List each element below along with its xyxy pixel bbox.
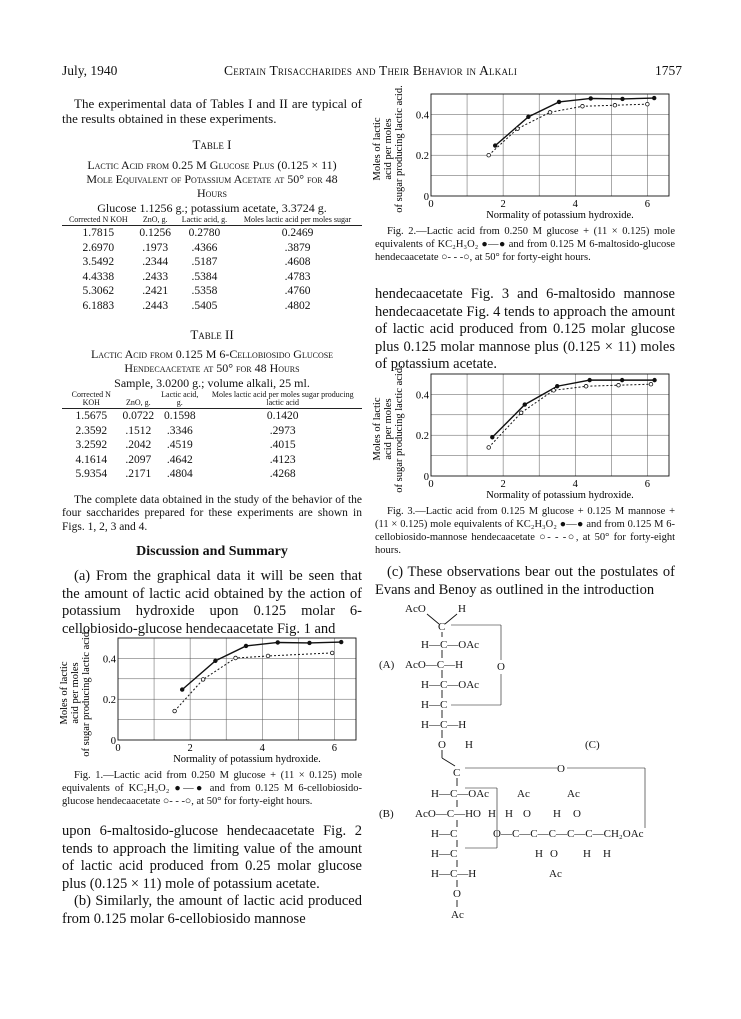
- table-cell: .2421: [142, 285, 169, 297]
- x-tick-label: 4: [572, 479, 578, 490]
- figure-2: [372, 85, 675, 264]
- y-tick-label: 0: [423, 472, 429, 483]
- table2-caption-line1: Lactic Acid from 0.125 M 6-Cellobiosido Glucose: [90, 347, 334, 361]
- y-axis-label: [372, 365, 405, 492]
- data-point-filled: [308, 641, 312, 645]
- table-cell: .2344: [142, 256, 169, 268]
- y-tick-label: 0.4: [102, 654, 116, 666]
- table-row: [62, 409, 362, 424]
- x-tick-label: 6: [644, 199, 650, 210]
- paragraph-c: (c) These observations bear out the postulates of Evans and Benoy as outlined in the introduction: [375, 564, 675, 598]
- paragraph-b2: (b) Similarly, the amount of lactic acid produced from 0.125 molar 6-cellobiosido mannose: [62, 893, 362, 927]
- table-cell: .4783: [284, 270, 311, 283]
- data-point-filled: [491, 435, 495, 439]
- struct-a-aco: AcO: [405, 603, 426, 615]
- struct-c-hb2: H: [583, 848, 591, 860]
- data-point-filled: [523, 403, 527, 407]
- struct-b-o: O: [453, 888, 461, 900]
- figure-3-caption: Fig. 3.—Lactic acid from 0.125 M glucose + 0.125 M mannose + (11 × 0.125) mole equivalents of KC₂H₃O₂ ●—● and from 0.125 M 6-cellobiosido-mannose hendecaacetate ○- - -○, at 50° for forty-eight hours.: [375, 506, 675, 556]
- y-axis-label-line: Moles of lactic: [372, 397, 383, 461]
- table-cell: 2.6970: [82, 241, 115, 254]
- left-column: [62, 96, 362, 638]
- x-tick-label: 4: [572, 199, 578, 210]
- section-heading: Discussion and Summary: [136, 544, 288, 559]
- table-cell: .4519: [166, 439, 193, 451]
- data-point-filled: [244, 644, 248, 648]
- x-tick-label: 0: [115, 743, 121, 754]
- struct-c-h0: H: [505, 808, 513, 820]
- table-header-cell: Corrected N KOH: [62, 391, 121, 409]
- table-cell: 0.1420: [266, 410, 299, 422]
- y-tick-label: 0.4: [415, 110, 429, 122]
- data-point-filled: [180, 688, 184, 692]
- y-axis-label-line: Moles of lactic: [59, 661, 70, 725]
- data-point-filled: [527, 115, 531, 119]
- data-point-filled: [588, 378, 592, 382]
- struct-b-row3: H—C: [431, 828, 458, 840]
- struct-c-ring-o: O: [557, 763, 565, 775]
- struct-a-ring-o: O: [497, 661, 505, 673]
- right-paragraph-c: [375, 564, 675, 599]
- data-point-open: [548, 111, 552, 115]
- struct-b-row4: H—C: [431, 848, 458, 860]
- figure-1-chart: [59, 629, 362, 765]
- table-cell: .5405: [191, 299, 218, 312]
- struct-b-c1: C: [453, 767, 461, 779]
- x-tick-label: 0: [428, 199, 434, 210]
- table-cell: 0.2469: [281, 227, 314, 239]
- table-row: [62, 241, 362, 256]
- y-axis-label: [372, 85, 405, 212]
- figure-1-caption: Fig. 1.—Lactic acid from 0.250 M glucose + (11 × 0.125) mole equivalents of KC₂H₃O₂ ●—● and from 0.125 M 6-cellobiosido-glucose hendecaacetate ○- - -○, at 50° for forty-eight hours.: [62, 770, 362, 807]
- struct-c-o1: O: [523, 808, 531, 820]
- table-cell: .3346: [166, 424, 193, 437]
- y-axis-label-line: of sugar producing lactic acid.: [81, 629, 92, 757]
- x-tick-label: 6: [644, 479, 650, 490]
- x-tick-label: 2: [187, 743, 193, 754]
- right-paragraph-mid: [375, 286, 675, 374]
- figure-3-chart: [372, 365, 675, 501]
- x-tick-label: 6: [331, 743, 337, 754]
- table-cell: .2042: [125, 439, 152, 451]
- struct-c-label: (C): [585, 739, 600, 751]
- data-point-filled: [276, 641, 280, 645]
- y-axis-label-line: acid per moles: [70, 662, 81, 724]
- table-cell: .2433: [142, 270, 169, 283]
- data-point-open: [584, 384, 588, 388]
- series-line-solid: [492, 380, 654, 437]
- plot-frame: [431, 94, 669, 196]
- table-row: [62, 226, 362, 241]
- table-cell: 0.1598: [163, 410, 196, 422]
- y-tick-label: 0.2: [102, 695, 116, 707]
- struct-c-o2: O: [573, 808, 581, 820]
- struct-c-ob: O: [550, 848, 558, 860]
- header-date: July, 1940: [62, 63, 118, 78]
- table1-caption: [62, 158, 362, 200]
- struct-c-ac2: Ac: [567, 788, 580, 800]
- table-cell: .4123: [269, 453, 296, 466]
- table-row: [62, 453, 362, 468]
- table-cell: 3.2592: [75, 439, 108, 451]
- after-tables-paragraph: The complete data obtained in the study of the behavior of the four saccharides prepared for these experiments are shown in Figs. 1, 2, 3 and 4.: [62, 493, 362, 533]
- y-axis-label-line: acid per moles: [383, 398, 394, 460]
- table-cell: 0.0722: [122, 410, 155, 422]
- figure-2-caption: Fig. 2.—Lactic acid from 0.250 M glucose + (11 × 0.125) mole equivalents of KC₂H₃O₂ ●—● and from 0.125 M 6-maltosido-glucose hendecaacetate ○- - -○, at 50° for forty-eight hours.: [375, 226, 675, 263]
- table-cell: .5187: [191, 256, 218, 268]
- x-tick-label: 4: [259, 743, 265, 754]
- struct-b-oh-h: H: [488, 808, 496, 820]
- data-point-filled: [555, 384, 559, 388]
- table-cell: 4.4338: [82, 270, 115, 283]
- data-point-filled: [493, 144, 497, 148]
- table-cell: .4760: [284, 285, 311, 297]
- table-cell: 0.1256: [139, 227, 172, 239]
- table-cell: 3.5492: [82, 256, 115, 268]
- table1-caption-line3: Hours: [196, 186, 227, 200]
- struct-a-h: H: [465, 739, 473, 751]
- table1-sample: Glucose 1.1256 g.; potassium acetate, 3.3724 g.: [97, 201, 327, 215]
- data-point-filled: [652, 96, 656, 100]
- table-row: [62, 284, 362, 299]
- table-cell: .2171: [125, 468, 152, 480]
- data-point-open: [649, 382, 653, 386]
- table2-caption: [62, 347, 362, 375]
- table-row: [62, 424, 362, 439]
- struct-a-c1: C: [438, 621, 446, 633]
- table-cell: .4268: [269, 468, 296, 480]
- y-axis-label-line: acid per moles: [383, 118, 394, 180]
- table-header-cell: ZnO, g.: [135, 216, 176, 226]
- table2: [62, 391, 362, 482]
- running-header: [62, 63, 682, 79]
- struct-a-row2: AcO—C—H: [405, 659, 464, 671]
- table-cell: .1512: [125, 424, 152, 437]
- table-row: [62, 270, 362, 285]
- paragraph-mid: hendecaacetate Fig. 3 and 6-maltosido mannose hendecaacetate Fig. 4 tends to approach the amount of lactic acid produced from 0.125 molar glucose plus 0.125 molar mannose plus (0.125 × 11) moles of potassium acetate.: [375, 286, 675, 372]
- y-axis-label: [59, 629, 92, 756]
- table-header-cell: Moles lactic acid per moles sugar: [233, 216, 362, 226]
- x-axis-label: Normality of potassium hydroxide.: [486, 210, 634, 221]
- data-point-filled: [621, 97, 625, 101]
- table2-caption-line2: Hendecaacetate at 50° for 48 Hours: [124, 361, 300, 375]
- table-cell: .5384: [191, 270, 218, 283]
- x-axis-label: Normality of potassium hydroxide.: [173, 754, 321, 765]
- struct-b-ac: Ac: [451, 909, 464, 921]
- y-tick-label: 0: [110, 736, 116, 747]
- struct-b-ring-o: O: [473, 808, 481, 820]
- data-point-open: [266, 654, 270, 658]
- data-point-open: [646, 102, 650, 106]
- table-cell: 1.5675: [75, 410, 108, 422]
- data-point-filled: [339, 640, 343, 644]
- intro-paragraph: The experimental data of Tables I and II are typical of the results obtained in these experiments.: [62, 96, 362, 126]
- table-cell: 5.3062: [82, 285, 115, 297]
- struct-b-row1: H—C—OAc: [431, 788, 490, 800]
- series-line-dashed: [175, 653, 333, 711]
- struct-a-top-h: H: [458, 603, 466, 615]
- table-cell: .4608: [284, 256, 311, 268]
- struct-a-row3: H—C—OAc: [421, 679, 480, 691]
- struct-a-row1: H—C—OAc: [421, 639, 480, 651]
- table-header-cell: Corrected N KOH: [62, 216, 135, 226]
- table1-title: Table I: [192, 137, 232, 152]
- struct-c-hb1: H: [535, 848, 543, 860]
- table-cell: .4802: [284, 299, 311, 312]
- paragraph-a: (a) From the graphical data it will be seen that the amount of lactic acid obtained by the action of potassium hydroxide upon 0.125 molar 6-cellobiosido-glucose hendecaacetate Fig. 1 and: [62, 568, 362, 637]
- table-cell: .4642: [166, 453, 193, 466]
- table2-title: Table II: [190, 327, 234, 342]
- data-point-open: [552, 389, 556, 393]
- table-cell: 2.3592: [75, 424, 108, 437]
- table-cell: 5.9354: [75, 468, 108, 480]
- table-cell: .4015: [269, 439, 296, 451]
- table-row: [62, 255, 362, 270]
- table-cell: .4366: [191, 241, 218, 254]
- figure-3: [372, 365, 675, 557]
- paragraph-b1: upon 6-maltosido-glucose hendecaacetate Fig. 2 tends to approach the limiting value of the amount of lactic acid produced from 0.25 molar glucose plus (0.125 × 11) mole of potassium acetate.: [62, 823, 362, 892]
- struct-a-o: O: [438, 739, 446, 751]
- struct-a-row5: H—C—H: [421, 719, 467, 731]
- data-point-open: [613, 103, 617, 107]
- x-tick-label: 0: [428, 479, 434, 490]
- data-point-open: [330, 651, 334, 655]
- data-point-filled: [557, 100, 561, 104]
- plot-frame: [118, 638, 356, 740]
- y-tick-label: 0.4: [415, 390, 429, 402]
- data-point-open: [519, 411, 523, 415]
- y-tick-label: 0.2: [415, 151, 429, 163]
- table-row: [62, 438, 362, 453]
- struct-c-acb: Ac: [549, 868, 562, 880]
- table2-sample: Sample, 3.0200 g.; volume alkali, 25 ml.: [114, 376, 310, 390]
- table-header-cell: ZnO, g.: [121, 391, 157, 409]
- table-header-cell: Lactic acid, g.: [156, 391, 203, 409]
- x-tick-label: 2: [500, 199, 506, 210]
- data-point-open: [581, 104, 585, 108]
- table1-caption-line2: Mole Equivalent of Potassium Acetate at 50° for 48: [86, 172, 338, 186]
- header-title: Certain Trisaccharides and Their Behavior in Alkali: [224, 63, 518, 78]
- table1-caption-line1: Lactic Acid from 0.25 M Glucose Plus (0.125 × 11): [87, 158, 337, 172]
- table-row: [62, 467, 362, 482]
- table-cell: 0.2780: [188, 227, 221, 239]
- struct-a-label: (A): [379, 659, 395, 671]
- table-cell: .2973: [269, 424, 296, 437]
- plot-frame: [431, 374, 669, 476]
- table-header-cell: Lactic acid, g.: [176, 216, 233, 226]
- y-axis-label-line: of sugar producing lactic acid.: [394, 365, 405, 493]
- table-cell: 4.1614: [75, 453, 108, 466]
- page-number: 1757: [655, 63, 682, 78]
- left-column-bottom: [62, 823, 362, 928]
- y-tick-label: 0: [423, 192, 429, 203]
- struct-c-chain: O—C—C—C—C—C—CH₂OAc: [493, 828, 644, 840]
- x-axis-label: Normality of potassium hydroxide.: [486, 490, 634, 501]
- data-point-open: [487, 446, 491, 450]
- series-line-solid: [182, 642, 341, 690]
- figure-2-chart: [372, 85, 675, 221]
- table-cell: 1.7815: [82, 227, 115, 239]
- figure-1: [59, 629, 362, 808]
- table-cell: .2097: [125, 453, 152, 466]
- struct-c-ac1: Ac: [517, 788, 530, 800]
- table-cell: .3879: [284, 241, 311, 254]
- table-cell: .1973: [142, 241, 169, 254]
- data-point-filled: [589, 97, 593, 101]
- x-tick-label: 2: [500, 479, 506, 490]
- table-cell: .4804: [166, 468, 193, 480]
- data-point-open: [516, 127, 520, 131]
- y-tick-label: 0.2: [415, 431, 429, 443]
- table-cell: .5358: [191, 285, 218, 297]
- table1: [62, 216, 362, 313]
- struct-a-row4: H—C: [421, 699, 448, 711]
- struct-b-row5: H—C—H: [431, 868, 477, 880]
- data-point-open: [234, 656, 238, 660]
- data-point-open: [201, 678, 205, 682]
- y-axis-label-line: Moles of lactic: [372, 117, 383, 181]
- data-point-open: [173, 709, 177, 713]
- structural-formulas: [375, 598, 675, 923]
- struct-b-label: (B): [379, 808, 394, 820]
- y-axis-label-line: of sugar producing lactic acid.: [394, 85, 405, 213]
- data-point-filled: [620, 378, 624, 382]
- table-cell: .2443: [142, 299, 169, 312]
- struct-b-row2: AcO—C—H: [415, 808, 474, 820]
- data-point-open: [487, 153, 491, 157]
- table-row: [62, 299, 362, 314]
- table-header-cell: Moles lactic acid per moles sugar producing lactic acid: [203, 391, 362, 409]
- struct-c-h1: H: [553, 808, 561, 820]
- data-point-open: [617, 383, 621, 387]
- data-point-filled: [653, 378, 657, 382]
- data-point-filled: [214, 659, 218, 663]
- table-cell: 6.1883: [82, 299, 115, 312]
- struct-c-hb3: H: [603, 848, 611, 860]
